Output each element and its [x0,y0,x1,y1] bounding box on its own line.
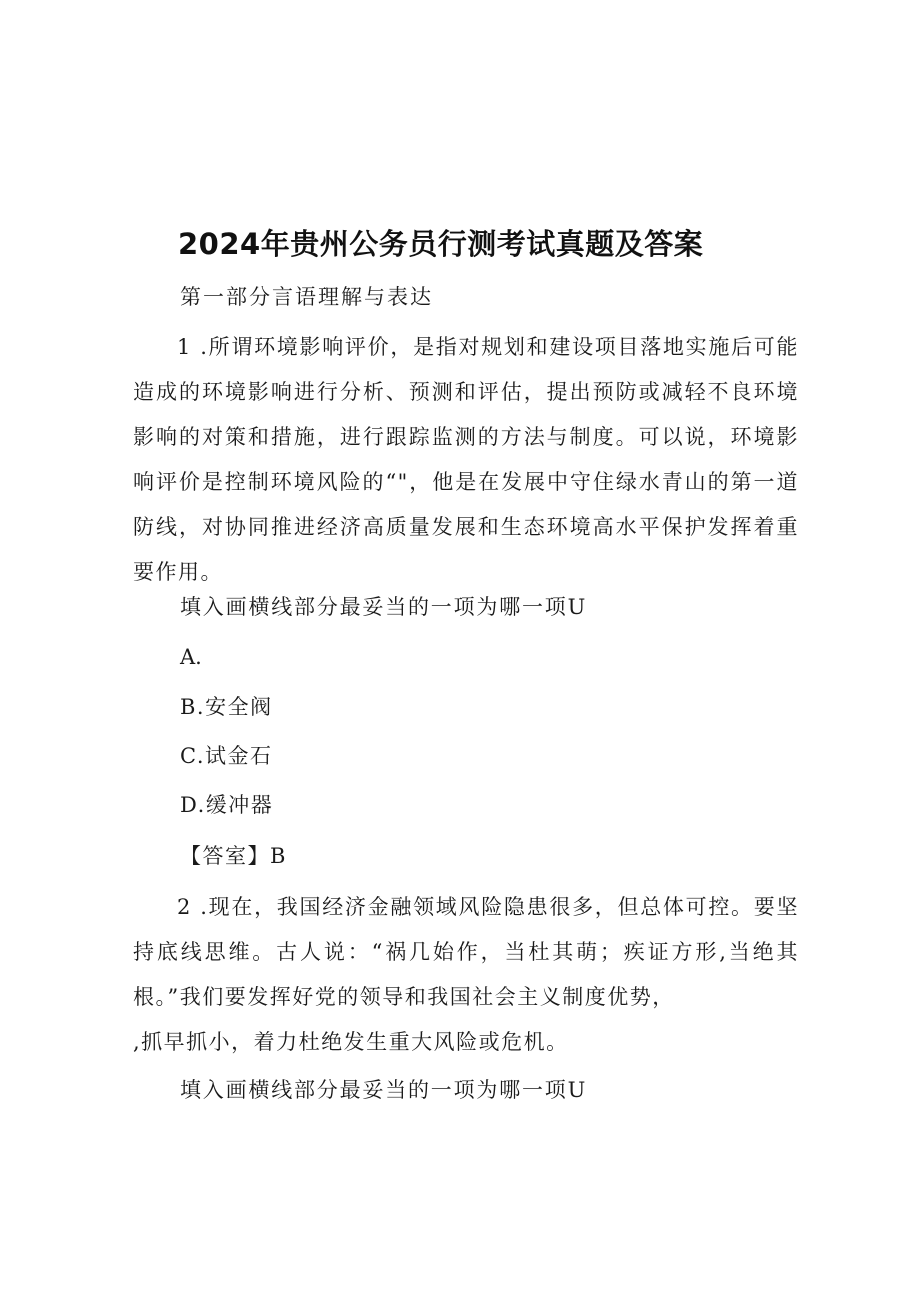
question-1-option-d: D.缓冲器 [180,793,274,817]
document-title: 2024年贵州公务员行测考试真题及答案 [178,227,704,261]
question-1-option-c: C.试金石 [180,744,273,768]
section-heading: 第一部分言语理解与表达 [180,285,433,309]
question-1-text: 1 .所谓环境影响评价，是指对规划和建设项目落地实施后可能造成的环境影响进行分析、预测和评估，提出预防或减轻不良环境影响的对策和措施，进行跟踪监测的方法与制度。可以说，环境影响评价是控制环境风险的“"，他是在发展中守住绿水青山的第一道防线，对协同推进经济高质量发展和生态环境高水平保护发挥着重要作用。 [133,335,799,584]
question-2-text-main: 2 .现在，我国经济金融领域风险隐患很多，但总体可控。要坚持底线思维。古人说：“祸几始作，当杜其萌；疾证方形,当绝其根。”我们要发挥好党的领导和我国社会主义制度优势， [133,895,799,1009]
question-1-answer: 【答室】B [180,844,287,868]
question-2-text-continued: ,抓早抓小，着力杜绝发生重大风险或危机。 [133,1030,569,1054]
question-1-option-b: B.安全阀 [180,695,273,719]
question-2-text [133,885,799,1065]
question-2-prompt: 填入画横线部分最妥当的一项为哪一项U [180,1078,588,1102]
question-1-option-a: A. [180,645,202,669]
question-1-prompt: 填入画横线部分最妥当的一项为哪一项U [180,595,588,619]
